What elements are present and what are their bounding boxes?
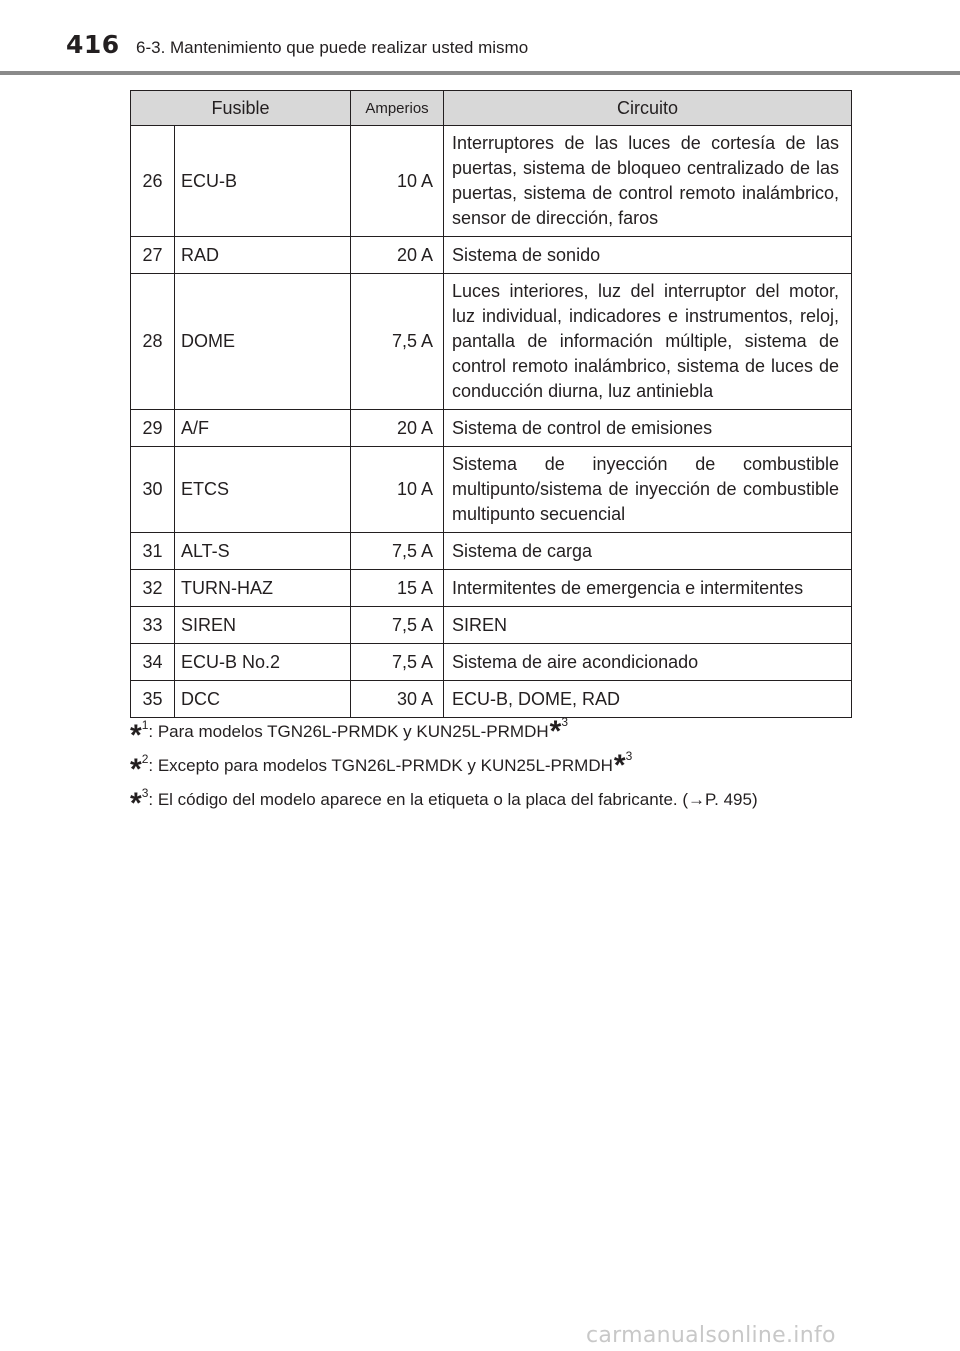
fuse-name: ECU-B No.2 bbox=[175, 644, 351, 681]
table-row bbox=[131, 237, 852, 274]
column-header-fusible: Fusible bbox=[131, 91, 351, 126]
fuse-number: 33 bbox=[131, 607, 175, 644]
fuse-number: 26 bbox=[131, 126, 175, 237]
fuse-circuit: Sistema de control de emisiones bbox=[444, 410, 852, 447]
fuse-amperage: 20 A bbox=[351, 237, 444, 274]
footnote-asterisk: * bbox=[613, 749, 626, 782]
fuse-number: 29 bbox=[131, 410, 175, 447]
watermark: carmanualsonline.info bbox=[586, 1323, 836, 1348]
table-row bbox=[131, 447, 852, 533]
table-row bbox=[131, 126, 852, 237]
fuse-circuit: Interruptores de las luces de cortesía de las puertas, sistema de bloqueo centralizado de las puertas, sistema de control remoto inalámbrico, sensor de dirección, faros bbox=[444, 126, 852, 237]
fuse-circuit: Luces interiores, luz del interruptor del motor, luz individual, indicadores e instrumentos, reloj, pantalla de información múltiple, sistema de control remoto inalámbrico, sistema de luces de conducción diurna, luz antiniebla bbox=[444, 274, 852, 410]
fuse-number: 27 bbox=[131, 237, 175, 274]
fuse-name: RAD bbox=[175, 237, 351, 274]
fuse-amperage: 15 A bbox=[351, 570, 444, 607]
column-header-circuito: Circuito bbox=[444, 91, 852, 126]
fuse-number: 28 bbox=[131, 274, 175, 410]
fuse-name: ETCS bbox=[175, 447, 351, 533]
fuse-number: 30 bbox=[131, 447, 175, 533]
footnote-ref: 3 bbox=[561, 715, 568, 729]
table-row bbox=[131, 681, 852, 718]
fuse-circuit: Sistema de sonido bbox=[444, 237, 852, 274]
fuse-circuit: Sistema de aire acondicionado bbox=[444, 644, 852, 681]
fuse-name: TURN-HAZ bbox=[175, 570, 351, 607]
footnote-1 bbox=[130, 715, 860, 756]
footnote-text: : Excepto para modelos TGN26L-PRMDK y KUN25L-PRMDH bbox=[148, 756, 613, 775]
footnote-asterisk: * bbox=[130, 753, 142, 786]
fuse-amperage: 10 A bbox=[351, 126, 444, 237]
fuse-circuit: SIREN bbox=[444, 607, 852, 644]
fuse-circuit: Sistema de carga bbox=[444, 533, 852, 570]
fuse-amperage: 7,5 A bbox=[351, 274, 444, 410]
footnote-asterisk: * bbox=[130, 719, 142, 752]
fuse-number: 31 bbox=[131, 533, 175, 570]
fuse-amperage: 20 A bbox=[351, 410, 444, 447]
footnote-marker: 1 bbox=[141, 718, 149, 732]
fuse-number: 34 bbox=[131, 644, 175, 681]
fuse-name: A/F bbox=[175, 410, 351, 447]
fuse-number: 32 bbox=[131, 570, 175, 607]
fuse-name: ALT-S bbox=[175, 533, 351, 570]
table-row bbox=[131, 570, 852, 607]
fuse-amperage: 10 A bbox=[351, 447, 444, 533]
fuse-amperage: 7,5 A bbox=[351, 607, 444, 644]
footnote-asterisk: * bbox=[549, 715, 562, 748]
page-number: 416 bbox=[66, 30, 120, 59]
fuse-name: SIREN bbox=[175, 607, 351, 644]
footnote-3 bbox=[130, 786, 860, 824]
table-row bbox=[131, 274, 852, 410]
footnote-asterisk: * bbox=[130, 787, 142, 820]
section-title: 6-3. Mantenimiento que puede realizar usted mismo bbox=[136, 38, 529, 57]
footnote-2 bbox=[130, 749, 860, 790]
fuse-table bbox=[130, 90, 852, 718]
fuse-name: DCC bbox=[175, 681, 351, 718]
header-rule bbox=[0, 71, 960, 75]
fuse-amperage: 30 A bbox=[351, 681, 444, 718]
footnote-text: : Para modelos TGN26L-PRMDK y KUN25L-PRMDH bbox=[148, 722, 549, 741]
fuse-circuit: Sistema de inyección de combustible multipunto/sistema de inyección de combustible multipunto secuencial bbox=[444, 447, 852, 533]
fuse-number: 35 bbox=[131, 681, 175, 718]
page-header bbox=[0, 0, 960, 76]
footnote-marker: 3 bbox=[141, 786, 149, 800]
column-header-amperios: Amperios bbox=[351, 91, 444, 126]
footnotes bbox=[130, 715, 860, 824]
fuse-circuit: ECU-B, DOME, RAD bbox=[444, 681, 852, 718]
footnote-ref: 3 bbox=[625, 749, 633, 763]
fuse-name: ECU-B bbox=[175, 126, 351, 237]
fuse-circuit: Intermitentes de emergencia e intermitentes bbox=[444, 570, 852, 607]
footnote-marker: 2 bbox=[141, 752, 149, 766]
table-row bbox=[131, 410, 852, 447]
fuse-amperage: 7,5 A bbox=[351, 533, 444, 570]
fuse-amperage: 7,5 A bbox=[351, 644, 444, 681]
table-header-row bbox=[131, 91, 852, 126]
footnote-text: : El código del modelo aparece en la etiqueta o la placa del fabricante. (→P. 495) bbox=[148, 790, 758, 809]
table-row bbox=[131, 644, 852, 681]
table-row bbox=[131, 607, 852, 644]
fuse-name: DOME bbox=[175, 274, 351, 410]
table-row bbox=[131, 533, 852, 570]
